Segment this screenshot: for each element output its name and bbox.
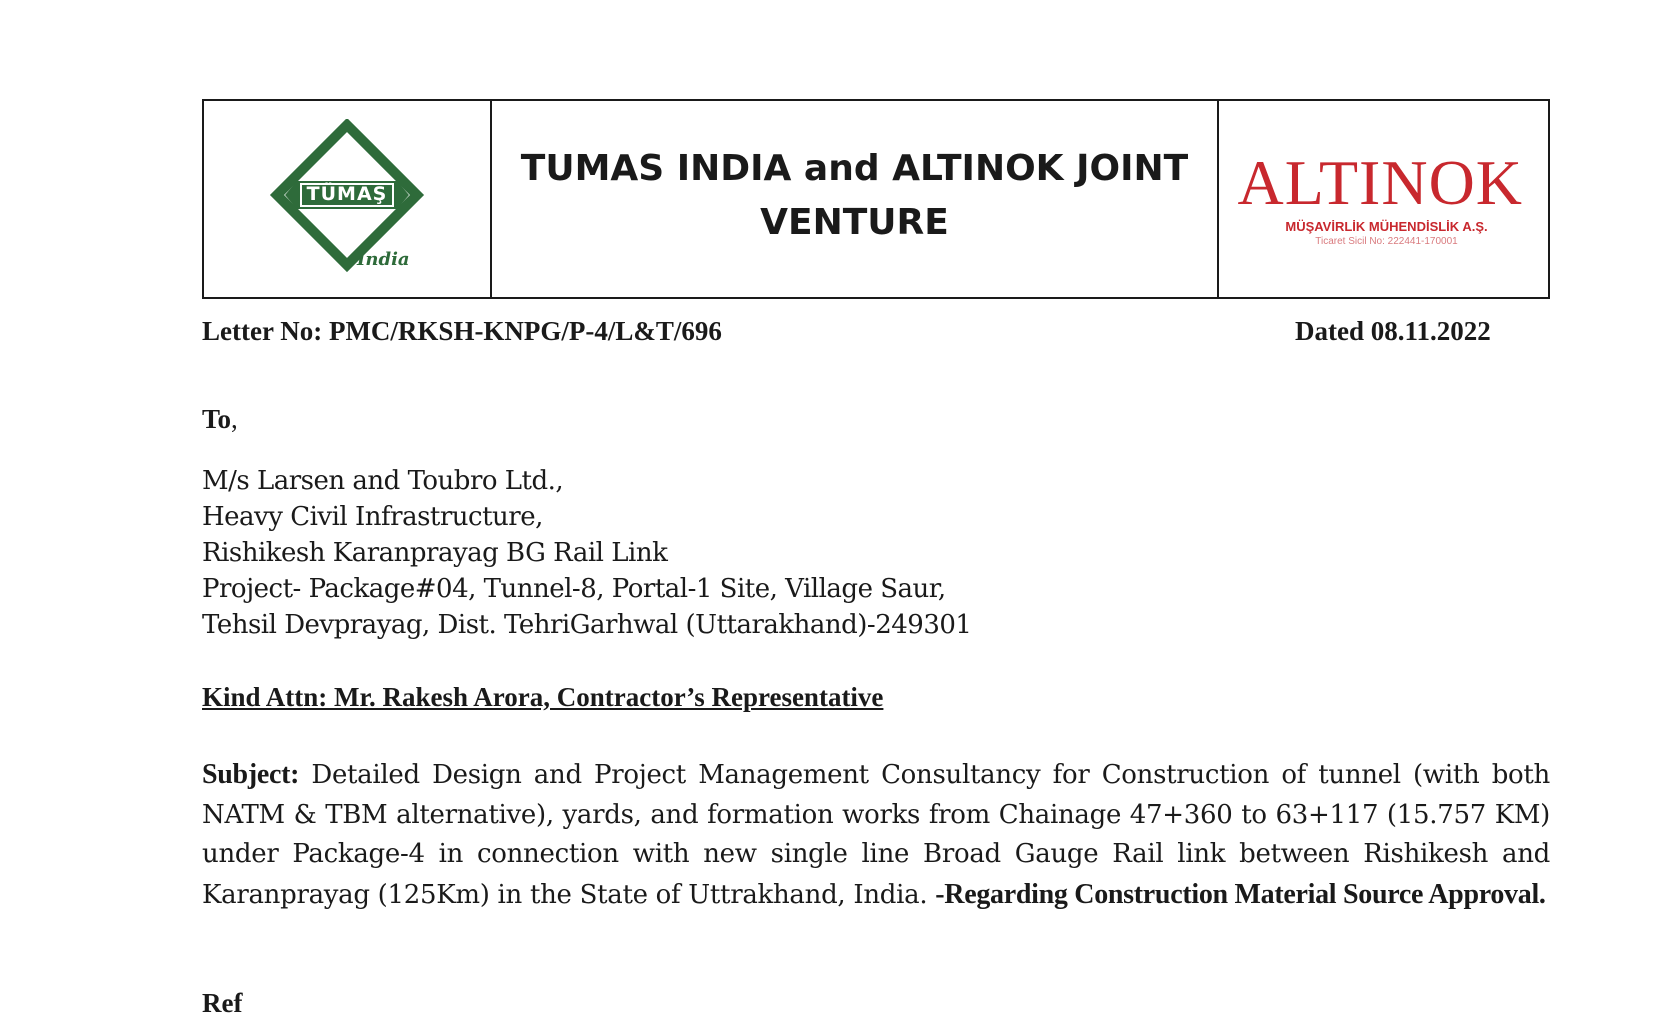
letter-date: Dated 08.11.2022: [1295, 316, 1491, 346]
letterhead-right-cell: [1219, 101, 1548, 297]
kind-attention: Kind Attn: Mr. Rakesh Arora, Contractor’s Representative: [202, 682, 884, 712]
altinok-logo: [1234, 139, 1534, 259]
altinok-logo-name: ALTINOK: [1237, 147, 1523, 218]
altinok-logo-sub: MÜŞAVİRLİK MÜHENDİSLİK A.Ş.: [1285, 219, 1488, 234]
to-label: [202, 404, 238, 435]
letterhead-title-cell: [492, 101, 1219, 297]
address-line: Heavy Civil Infrastructure,: [202, 502, 543, 532]
tumas-logo: [267, 119, 427, 279]
subject-paragraph: [202, 755, 1550, 915]
tumas-logo-sub: India: [357, 249, 410, 270]
address-line: Tehsil Devprayag, Dist. TehriGarhwal (Uttarakhand)-249301: [202, 610, 972, 640]
address-line: Rishikesh Karanprayag BG Rail Link: [202, 538, 668, 568]
tumas-logo-text: TÜMAŞ: [306, 183, 388, 205]
to-label-text: To: [202, 404, 232, 434]
to-label-comma: ,: [231, 404, 238, 434]
jv-title-line2: VENTURE: [760, 202, 949, 243]
letter-number: Letter No: PMC/RKSH-KNPG/P-4/L&T/696: [202, 316, 722, 346]
subject-tail: -Regarding Construction Material Source Approval.: [935, 878, 1546, 910]
letterhead-table: [202, 99, 1550, 299]
subject-label: Subject:: [202, 759, 300, 790]
altinok-logo-reg: Ticaret Sicil No: 222441-170001: [1315, 236, 1458, 247]
recipient-address: [202, 463, 1202, 643]
subject-body: Detailed Design and Project Management Consultancy for Construction of tunnel (with both NATM & TBM alternative), yards, and formation works from Chainage 47+360 to 63+117 (15.757 KM) under Package-4 in connection with new single line Broad Gauge Rail link between Rishikesh and Karanprayag (125Km) in the State of Uttrakhand, India.: [202, 760, 1550, 910]
address-line: Project- Package#04, Tunnel-8, Portal-1 Site, Village Saur,: [202, 574, 946, 604]
letterhead-left-cell: [204, 101, 492, 297]
jv-title-line1: TUMAS INDIA and ALTINOK JOINT: [520, 148, 1189, 189]
reference-label: Ref: [202, 988, 243, 1018]
address-line: M/s Larsen and Toubro Ltd.,: [202, 466, 564, 496]
